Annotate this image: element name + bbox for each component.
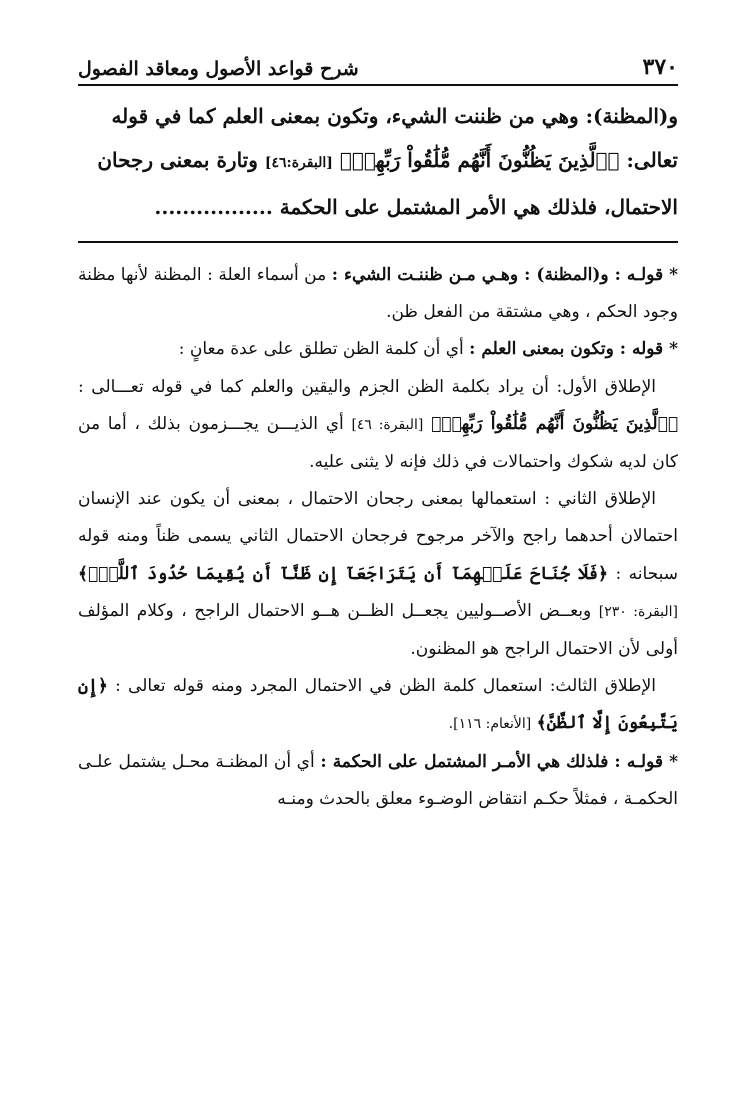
verse-reference: [البقرة: ٤٦] — [351, 416, 424, 433]
main-text — [78, 94, 678, 229]
commentary-text: وبعــض الأصــوليين يجعــل الظــن هــو الاحتمال الراجح ، وكلام المؤلف أولى لأن الاحتمال الراجح هو المظنون. — [78, 600, 678, 660]
commentary-text: الإطلاق الأول: أن يراد بكلمة الظن الجزم واليقين والعلم كما في قوله تعـــالى : — [78, 376, 656, 397]
section-divider — [78, 241, 678, 243]
commentary-paragraph — [78, 744, 678, 818]
commentary-paragraph — [78, 668, 678, 743]
page-number: ٣٧٠ — [642, 54, 678, 80]
commentary-text: من أسماء العلة : المظنة لأنها مظنة وجود الحكم ، وهي مشتقة من الفعل ظن. — [78, 265, 678, 323]
commentary-heading: * قولـه : فلذلك هي الأمـر المشتمل على الحكمة : — [320, 751, 678, 772]
commentary-paragraph — [78, 331, 678, 368]
commentary-paragraph — [78, 481, 678, 668]
quran-quote: ﴿فَلَا جُنَاحَ عَلَيۡهِمَآ أَن يَتَرَاجَعَآ إِن ظَنَّآ أَن يُقِيمَا حُدُودَ ٱللَّهِۗ﴾ — [78, 563, 608, 584]
book-page — [78, 52, 678, 818]
verse-reference: [البقرة:٤٦] — [264, 155, 333, 171]
main-text-line: الاحتمال، فلذلك هي الأمر المشتمل على الحكمة ................. — [154, 195, 678, 219]
commentary-heading: * قولـه : و(المظنة) : وهـي مـن ظننـت الشيء : — [331, 265, 678, 285]
main-text-line: و(المظنة): وهي من ظننت الشيء، وتكون بمعنى العلم كما في قوله — [111, 104, 678, 128]
book-title: شرح قواعد الأصول ومعاقد الفصول — [78, 58, 359, 80]
commentary-text: الإطلاق الثاني : استعمالها بمعنى رجحان الاحتمال ، بمعنى أن يكون عند الإنسان احتمالان أحدهما راجح والآخر مرجوح فرجحان الاحتمال الثاني يسمى ظناً ومنه قوله سبحانه : — [78, 489, 679, 584]
commentary-text: الإطلاق الثالث: استعمال كلمة الظن في الاحتمال المجرد ومنه قوله تعالى : — [115, 676, 656, 697]
commentary-text: أي أن كلمة الظن تطلق على عدة معانٍ : — [178, 339, 464, 360]
main-text-line — [78, 138, 678, 185]
verse-reference: [الأنعام: ١١٦]. — [448, 716, 532, 733]
commentary — [78, 257, 678, 818]
commentary-text: أي الذيـــن يجـــزمون بذلك ، أما من كان لديه شكوك واحتمالات في ذلك فإنه لا يثنى عليه. — [78, 413, 678, 473]
quran-quote: ﴿ٱلَّذِينَ يَظُنُّونَ أَنَّهُم مُّلَٰقُواْ رَبِّهِمۡ﴾ — [431, 413, 679, 434]
commentary-paragraph — [78, 369, 678, 482]
main-text-segment: تعالى: — [626, 148, 678, 172]
main-text-segment: وتارة بمعنى رجحان — [97, 148, 258, 172]
running-header — [78, 52, 678, 86]
commentary-text: أي أن المظنـة محـل يشتمل علـى الحكمـة ، فمثلاً حكـم انتقاض الوضـوء معلق بالحدث ومنـه — [78, 751, 678, 809]
commentary-paragraph — [78, 257, 678, 331]
commentary-heading: * قوله : وتكون بمعنى العلم : — [469, 339, 678, 360]
quran-quote: ﴿إِن يَتَّبِعُونَ إِلَّا ٱلظَّنَّ﴾ — [78, 676, 678, 734]
verse-reference: [البقرة: ٢٣٠] — [598, 603, 678, 620]
quran-quote: ﴿ٱلَّذِينَ يَظُنُّونَ أَنَّهُم مُّلَٰقُواْ رَبِّهِمۡ﴾ — [339, 148, 620, 172]
